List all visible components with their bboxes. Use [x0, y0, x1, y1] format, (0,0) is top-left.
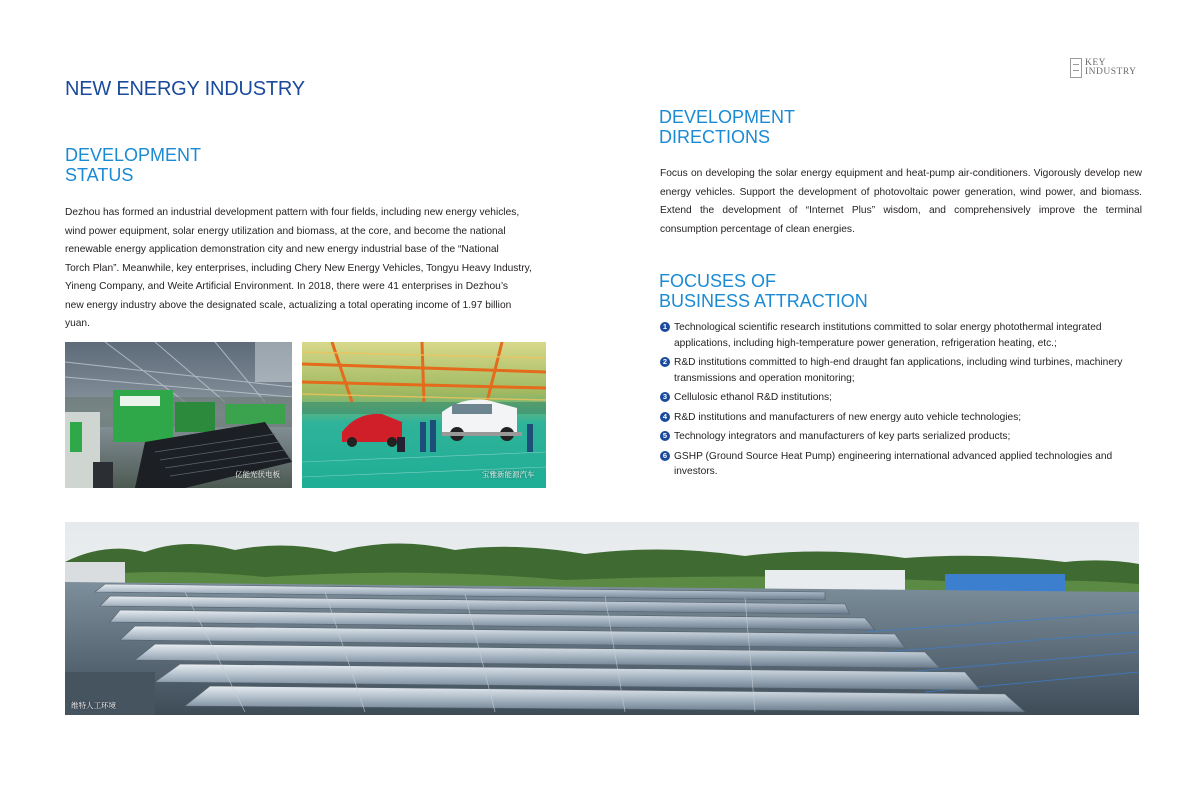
- status-heading-line-1: DEVELOPMENT: [65, 145, 202, 165]
- badge-line-2: INDUSTRY: [1085, 67, 1137, 77]
- status-line: new energy industry above the designated scale, actualizing a total operating income of 1.97 billion: [65, 299, 512, 311]
- number-badge: 4: [660, 412, 670, 422]
- badge-text: [1085, 59, 1137, 77]
- number-badge: 3: [660, 392, 670, 402]
- status-paragraph: [65, 204, 555, 334]
- number-badge: 5: [660, 431, 670, 441]
- focuses-heading: [659, 271, 868, 311]
- badge-line-1: KEY: [1085, 58, 1107, 68]
- page-title: NEW ENERGY INDUSTRY: [65, 78, 305, 100]
- status-line: wind power equipment, solar energy utilization and biomass, at the core, and become the national: [65, 225, 506, 237]
- list-item: [660, 320, 1142, 351]
- status-line: renewable energy application demonstration city and new energy industrial base of the “National: [65, 244, 499, 255]
- status-heading: [65, 145, 201, 185]
- list-item: [660, 410, 1142, 426]
- status-line: Yineng Company, and Weite Artificial Environment. In 2018, there were 41 enterprises in Dezhou’s: [65, 281, 509, 292]
- book-icon: [1070, 58, 1082, 78]
- directions-heading-line-2: DIRECTIONS: [659, 127, 771, 147]
- status-heading-line-2: STATUS: [65, 165, 134, 185]
- number-badge: 1: [660, 322, 670, 332]
- list-item-text: Cellulosic ethanol R&D institutions;: [674, 392, 832, 403]
- focuses-heading-line-1: FOCUSES OF: [659, 271, 777, 291]
- factory-photo-caption: 亿能光伏电板: [235, 470, 280, 479]
- directions-heading-line-1: DEVELOPMENT: [659, 107, 796, 127]
- focuses-heading-line-2: BUSINESS ATTRACTION: [659, 291, 868, 311]
- list-item-text: Technology integrators and manufacturers of key parts serialized products;: [674, 431, 1011, 442]
- car-assembly-photo: [302, 342, 546, 488]
- list-item: [660, 390, 1142, 406]
- list-item: [660, 449, 1142, 480]
- status-line: yuan.: [65, 318, 90, 329]
- list-item: [660, 355, 1142, 386]
- key-industry-badge: [1070, 58, 1137, 78]
- directions-heading: [659, 107, 795, 147]
- list-item-text: R&D institutions and manufacturers of new energy auto vehicle technologies;: [674, 411, 1022, 423]
- list-item: [660, 429, 1142, 445]
- directions-paragraph: Focus on developing the solar energy equipment and heat-pump air-conditioners. Vigorously develop new energy vehicles. Support the development of photovoltaic power generation, wind power, and biomass. Extend the development of “Internet Plus” wisdom, and comprehensively improve the terminal consumption percentage of clean energies.: [660, 168, 1142, 235]
- solar-panorama-photo: [65, 522, 1139, 715]
- number-badge: 6: [660, 451, 670, 461]
- list-item-text: R&D institutions committed to high-end draught fan applications, including wind turbines, machinery transmissions and operation monitoring;: [674, 357, 1123, 384]
- solar-panorama-caption: 维特人工环境: [71, 701, 116, 710]
- list-item-text: GSHP (Ground Source Heat Pump) engineering international advanced applied technologies and investors.: [674, 450, 1113, 477]
- car-assembly-caption: 宝雅新能源汽车: [482, 470, 535, 479]
- focuses-list: [660, 320, 1142, 484]
- number-badge: 2: [660, 357, 670, 367]
- status-line: Dezhou has formed an industrial development pattern with four fields, including new energy vehicles,: [65, 207, 520, 218]
- list-item-text: Technological scientific research institutions committed to solar energy photothermal integrated applications, including high-temperature power generation, refrigeration heating, etc.;: [674, 322, 1102, 349]
- factory-photo: [65, 342, 292, 488]
- status-line: Torch Plan”. Meanwhile, key enterprises, including Chery New Energy Vehicles, Tongyu Heavy Industry,: [65, 262, 532, 274]
